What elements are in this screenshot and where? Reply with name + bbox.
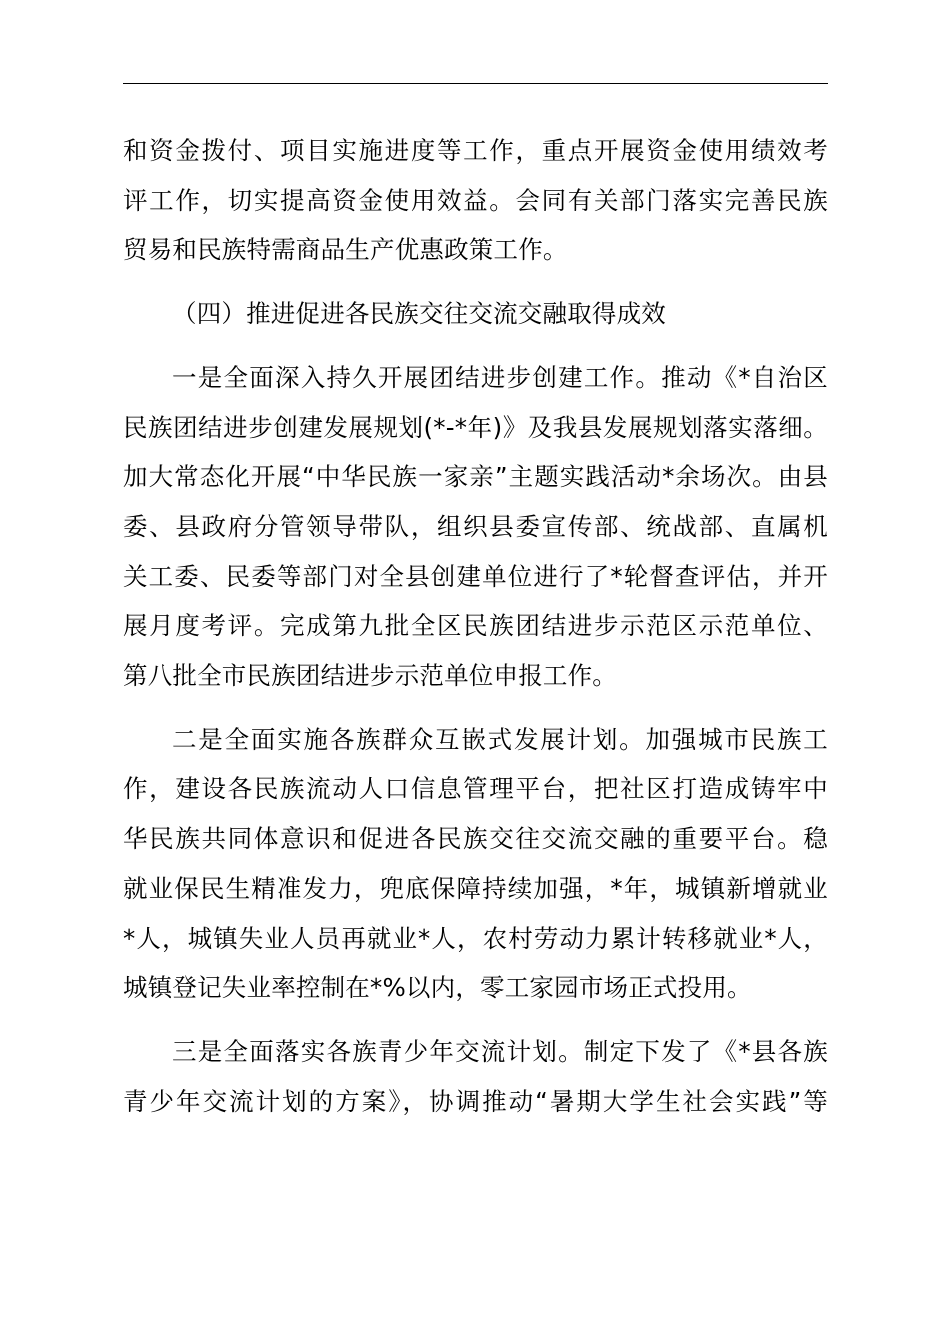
text-line: 委、县政府分管领导带队，组织县委宣传部、统战部、直属机: [123, 511, 828, 541]
text-line: 一是全面深入持久开展团结进步创建工作。推动《*自治区: [172, 362, 828, 392]
text-line: 展月度考评。完成第九批全区民族团结进步示范区示范单位、: [123, 611, 828, 641]
text-line: 华民族共同体意识和促进各民族交往交流交融的重要平台。稳: [123, 824, 828, 854]
paragraph-embedded-development: [123, 715, 828, 1013]
text-line: 民族团结进步创建发展规划(*-*年)》及我县发展规划落实落细。: [123, 412, 828, 442]
text-line: 贸易和民族特需商品生产优惠政策工作。: [123, 235, 568, 265]
text-line: 第八批全市民族团结进步示范单位申报工作。: [123, 661, 617, 691]
text-line: 加大常态化开展“中华民族一家亲”主题实践活动*余场次。由县: [123, 462, 828, 492]
text-line: 作，建设各民族流动人口信息管理平台，把社区打造成铸牢中: [123, 774, 828, 804]
section-heading: （四）推进促进各民族交往交流交融取得成效: [172, 299, 666, 329]
text-line: 评工作，切实提高资金使用效益。会同有关部门落实完善民族: [123, 185, 828, 215]
text-line: 城镇登记失业率控制在*%以内，零工家园市场正式投用。: [123, 973, 752, 1003]
header-rule: [123, 83, 828, 84]
text-line: 青少年交流计划的方案》，协调推动“暑期大学生社会实践”等: [123, 1086, 828, 1116]
text-line: 和资金拨付、项目实施进度等工作，重点开展资金使用绩效考: [123, 136, 828, 165]
text-line: 就业保民生精准发力，兜底保障持续加强，*年，城镇新增就业: [123, 873, 828, 903]
text-line: 关工委、民委等部门对全县创建单位进行了*轮督查评估，并开: [123, 561, 828, 591]
paragraph-continuation: [123, 126, 828, 275]
text-line: 三是全面落实各族青少年交流计划。制定下发了《*县各族: [172, 1036, 828, 1066]
paragraph-unity-progress: [123, 353, 828, 701]
text-line: 二是全面实施各族群众互嵌式发展计划。加强城市民族工: [172, 724, 828, 754]
paragraph-youth-exchange: [123, 1027, 828, 1126]
document-body: [123, 126, 828, 1126]
text-line: *人，城镇失业人员再就业*人，农村劳动力累计转移就业*人，: [123, 923, 828, 953]
